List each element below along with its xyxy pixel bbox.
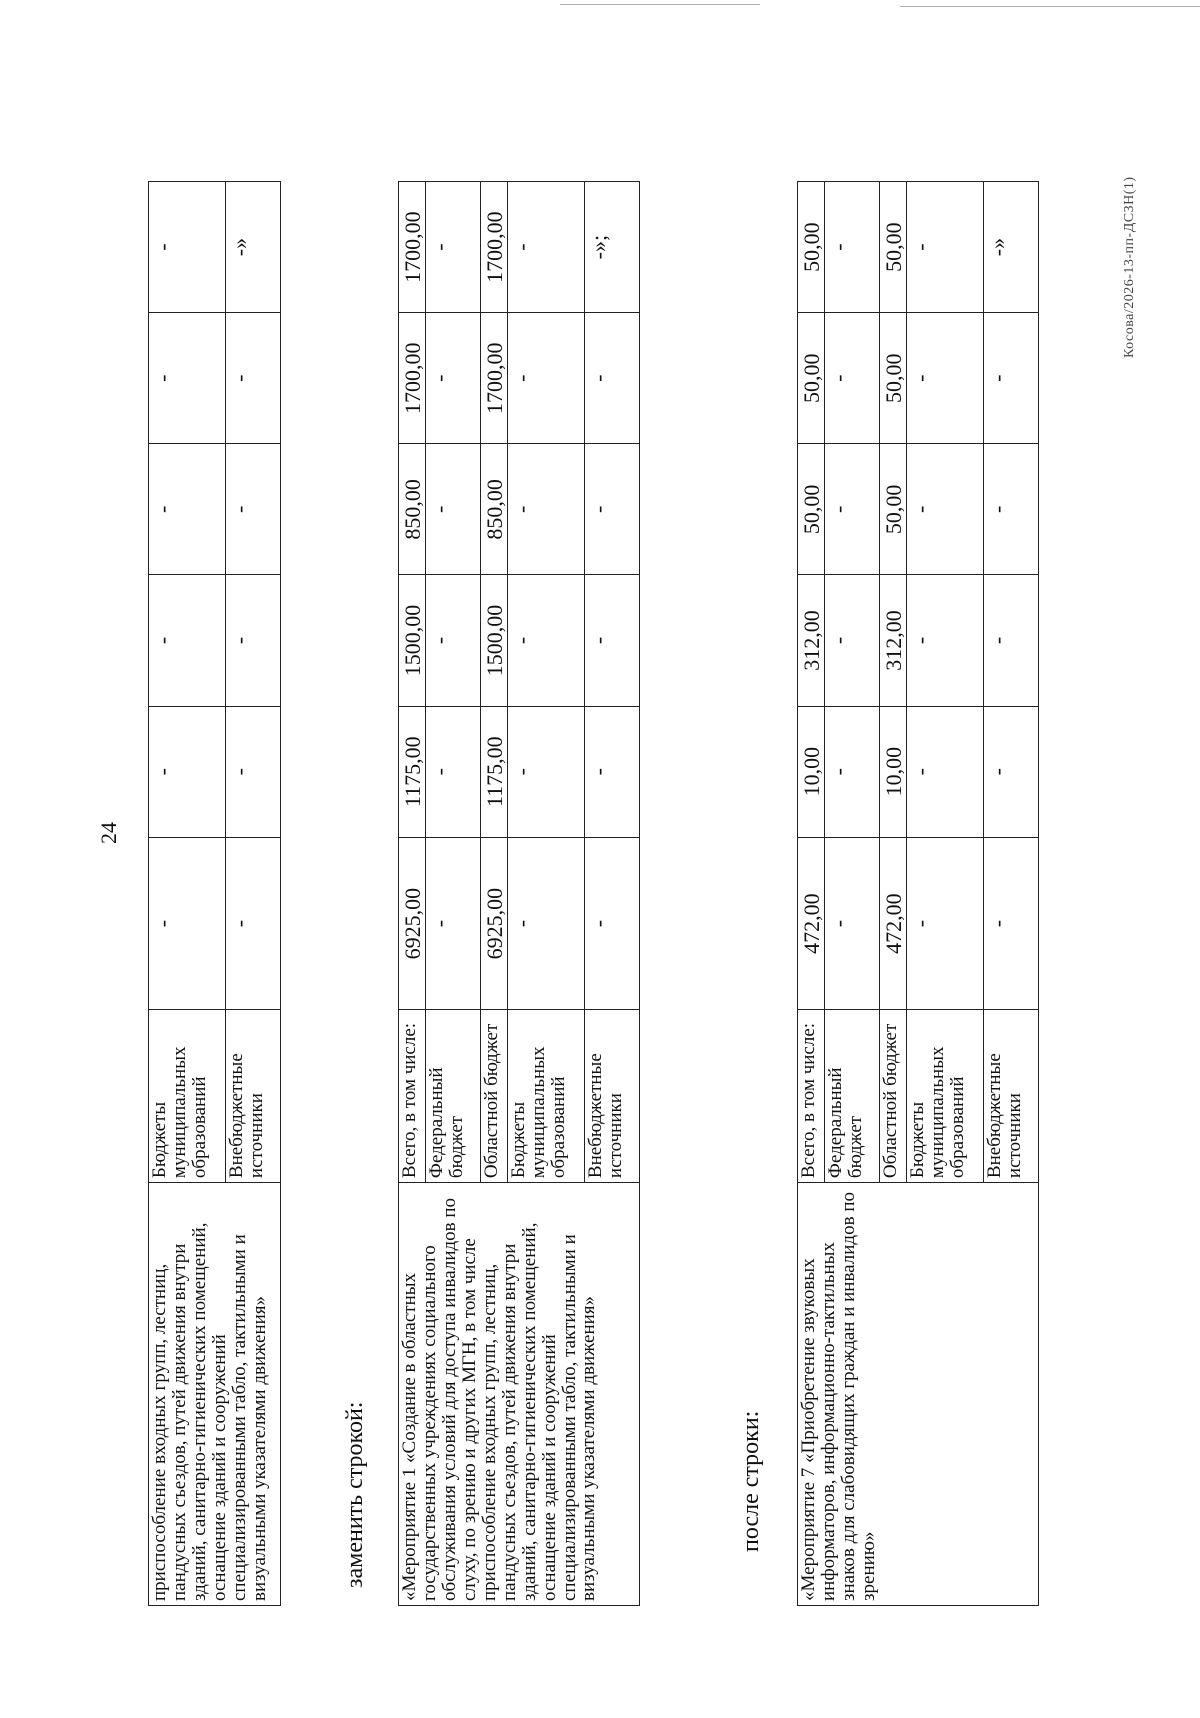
document-code: Косова/2026-13-пп-ДСЗН(1) xyxy=(1122,176,1137,358)
value-cell: - xyxy=(984,575,1039,706)
value-cell: - xyxy=(426,837,481,1010)
funding-source: Внебюджетные источники xyxy=(984,1010,1039,1183)
value-cell: - xyxy=(907,706,984,837)
value-cell: - xyxy=(149,444,226,575)
value-cell: 1700,00 xyxy=(399,182,426,313)
value-cell: - xyxy=(226,837,281,1010)
value-cell: - xyxy=(907,313,984,444)
value-cell: 50,00 xyxy=(880,182,907,313)
value-cell: - xyxy=(825,182,880,313)
value-cell: - xyxy=(149,837,226,1010)
value-cell: - xyxy=(907,444,984,575)
value-cell: - xyxy=(426,313,481,444)
value-cell: 10,00 xyxy=(798,706,825,837)
value-cell: - xyxy=(585,837,640,1010)
table-row xyxy=(399,182,426,1606)
funding-source: Всего, в том числе: xyxy=(399,1010,426,1183)
value-cell: - xyxy=(907,182,984,313)
funding-source: Федеральный бюджет xyxy=(426,1010,481,1183)
value-cell: - xyxy=(226,444,281,575)
value-cell: - xyxy=(426,182,481,313)
value-cell: - xyxy=(426,575,481,706)
value-cell: 1175,00 xyxy=(481,706,508,837)
value-cell: -» xyxy=(226,182,281,313)
value-cell: - xyxy=(149,313,226,444)
value-cell: - xyxy=(226,313,281,444)
table-event-1 xyxy=(398,181,640,1606)
value-cell: - xyxy=(508,444,585,575)
value-cell: - xyxy=(585,706,640,837)
page-number: 24 xyxy=(96,822,121,844)
funding-source: Бюджеты муниципальных образований xyxy=(149,1010,226,1183)
value-cell: - xyxy=(585,575,640,706)
value-cell: 472,00 xyxy=(798,837,825,1010)
funding-source: Внебюджетные источники xyxy=(585,1010,640,1183)
value-cell: - xyxy=(508,837,585,1010)
value-cell: - xyxy=(149,182,226,313)
value-cell: 1700,00 xyxy=(399,313,426,444)
value-cell: 50,00 xyxy=(880,313,907,444)
funding-source: Областной бюджет xyxy=(880,1010,907,1183)
value-cell: -» xyxy=(984,182,1039,313)
funding-source: Бюджеты муниципальных образований xyxy=(508,1010,585,1183)
table-row xyxy=(149,182,226,1606)
value-cell: 472,00 xyxy=(880,837,907,1010)
value-cell: 850,00 xyxy=(399,444,426,575)
value-cell: 50,00 xyxy=(880,444,907,575)
value-cell: - xyxy=(825,706,880,837)
value-cell: - xyxy=(508,313,585,444)
value-cell: - xyxy=(984,444,1039,575)
event-name-cell: приспособление входных групп, лестниц, пандусных съездов, путей движения внутри зданий, санитарно-гигиенических помещений, оснащение зданий и сооружений специализированными табло, тактильными и визуальными указателями движения» xyxy=(149,1183,281,1606)
value-cell: 6925,00 xyxy=(481,837,508,1010)
value-cell: 50,00 xyxy=(798,182,825,313)
value-cell: - xyxy=(426,706,481,837)
value-cell: - xyxy=(984,837,1039,1010)
value-cell: - xyxy=(426,444,481,575)
caption-after: после строки: xyxy=(738,1410,764,1552)
value-cell: - xyxy=(226,575,281,706)
value-cell: - xyxy=(825,313,880,444)
value-cell: - xyxy=(825,444,880,575)
value-cell: 6925,00 xyxy=(399,837,426,1010)
value-cell: - xyxy=(984,706,1039,837)
funding-source: Федеральный бюджет xyxy=(825,1010,880,1183)
value-cell: - xyxy=(149,706,226,837)
value-cell: - xyxy=(508,182,585,313)
funding-source: Всего, в том числе: xyxy=(798,1010,825,1183)
value-cell: 1700,00 xyxy=(481,182,508,313)
value-cell: - xyxy=(825,575,880,706)
value-cell: 1500,00 xyxy=(481,575,508,706)
value-cell: - xyxy=(508,575,585,706)
value-cell: 50,00 xyxy=(798,444,825,575)
event-name-cell: «Мероприятие 7 «Приобретение звуковых информаторов, информационно-тактильных знаков для слабовидящих граждан и инвалидов по зрению» xyxy=(798,1183,1039,1606)
value-cell: 312,00 xyxy=(798,575,825,706)
value-cell: - xyxy=(825,837,880,1010)
value-cell: 850,00 xyxy=(481,444,508,575)
value-cell: 1175,00 xyxy=(399,706,426,837)
value-cell: - xyxy=(585,313,640,444)
caption-replace: заменить строкой: xyxy=(342,1401,368,1588)
value-cell: - xyxy=(984,313,1039,444)
value-cell: - xyxy=(508,706,585,837)
value-cell: - xyxy=(226,706,281,837)
funding-source: Областной бюджет xyxy=(481,1010,508,1183)
value-cell: 10,00 xyxy=(880,706,907,837)
table-row xyxy=(798,182,825,1606)
value-cell: - xyxy=(149,575,226,706)
value-cell: 1500,00 xyxy=(399,575,426,706)
table-continuation xyxy=(148,181,281,1606)
funding-source: Внебюджетные источники xyxy=(226,1010,281,1183)
value-cell: - xyxy=(907,575,984,706)
funding-source: Бюджеты муниципальных образований xyxy=(907,1010,984,1183)
value-cell: - xyxy=(585,444,640,575)
value-cell: 50,00 xyxy=(798,313,825,444)
value-cell: 1700,00 xyxy=(481,313,508,444)
value-cell: 312,00 xyxy=(880,575,907,706)
value-cell: - xyxy=(907,837,984,1010)
value-cell: -»; xyxy=(585,182,640,313)
event-name-cell: «Мероприятие 1 «Создание в областных государственных учреждениях социального обслуживания условий для доступа инвалидов по слуху, по зрению и других МГН, в том числе приспособление входных групп, лестниц, пандусных съездов, путей движения внутри зданий, санитарно-гигиенических помещений, оснащение зданий и сооружений специализированными табло, тактильными и визуальными указателями движения» xyxy=(399,1183,640,1606)
table-event-7 xyxy=(797,181,1039,1606)
